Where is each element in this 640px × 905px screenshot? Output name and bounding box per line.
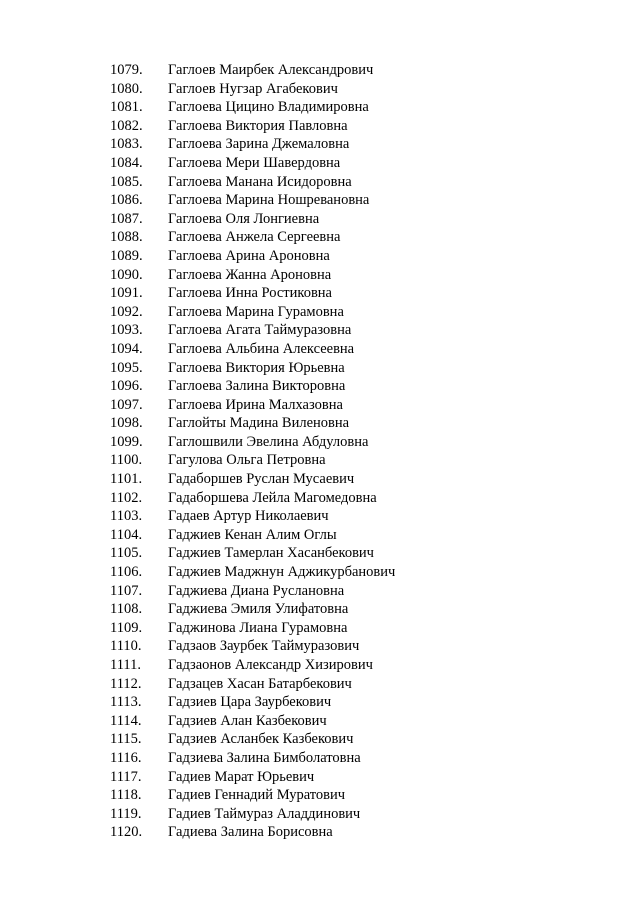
list-item xyxy=(0,284,640,303)
entry-number: 1094. xyxy=(110,340,143,357)
entry-name: Гаглоева Агата Таймуразовна xyxy=(168,322,352,339)
list-item xyxy=(0,61,640,80)
entry-name: Гаглоева Виктория Павловна xyxy=(168,117,348,134)
entry-name: Гадаев Артур Николаевич xyxy=(168,508,329,525)
entry-name: Гадаборшева Лейла Магомедовна xyxy=(168,489,377,506)
entry-number: 1108. xyxy=(110,601,143,618)
list-item xyxy=(0,303,640,322)
entry-number: 1080. xyxy=(110,80,143,97)
list-item xyxy=(0,266,640,285)
entry-number: 1107. xyxy=(110,582,143,599)
entry-name: Гадиев Таймураз Аладдинович xyxy=(168,805,361,822)
entry-number: 1098. xyxy=(110,415,143,432)
entry-number: 1083. xyxy=(110,136,143,153)
entry-number: 1096. xyxy=(110,378,143,395)
list-item xyxy=(0,582,640,601)
entry-name: Гаглоев Нугзар Агабекович xyxy=(168,80,338,97)
entry-name: Гаглоева Манана Исидоровна xyxy=(168,173,352,190)
list-item xyxy=(0,786,640,805)
entry-name: Гаджинова Лиана Гурамовна xyxy=(168,619,348,636)
name-list xyxy=(0,61,640,842)
entry-name: Гадзиев Алан Казбекович xyxy=(168,712,327,729)
entry-number: 1093. xyxy=(110,322,143,339)
entry-number: 1091. xyxy=(110,285,143,302)
entry-number: 1089. xyxy=(110,247,143,264)
entry-number: 1081. xyxy=(110,99,143,116)
entry-number: 1087. xyxy=(110,210,143,227)
entry-number: 1100. xyxy=(110,452,143,469)
list-item xyxy=(0,544,640,563)
entry-name: Гаглоева Арина Ароновна xyxy=(168,247,330,264)
list-item xyxy=(0,80,640,99)
list-item xyxy=(0,656,640,675)
entry-name: Гагулова Ольга Петровна xyxy=(168,452,326,469)
entry-number: 1085. xyxy=(110,173,143,190)
list-item xyxy=(0,191,640,210)
list-item xyxy=(0,247,640,266)
list-item xyxy=(0,619,640,638)
entry-name: Гаджиев Тамерлан Хасанбекович xyxy=(168,545,374,562)
list-item xyxy=(0,228,640,247)
entry-name: Гаджиев Маджнун Аджикурбанович xyxy=(168,564,396,581)
entry-name: Гаджиева Эмиля Улифатовна xyxy=(168,601,349,618)
entry-number: 1111. xyxy=(110,657,142,673)
entry-number: 1090. xyxy=(110,266,143,283)
list-item xyxy=(0,210,640,229)
entry-number: 1104. xyxy=(110,526,143,543)
entry-name: Гаглойты Мадина Виленовна xyxy=(168,415,350,432)
list-item xyxy=(0,823,640,842)
entry-name: Гадиева Залина Борисовна xyxy=(168,824,333,841)
entry-name: Гадзацев Хасан Батарбекович xyxy=(168,675,352,692)
entry-number: 1118. xyxy=(110,787,142,804)
entry-number: 1088. xyxy=(110,229,143,246)
entry-number: 1120. xyxy=(110,824,143,841)
entry-number: 1086. xyxy=(110,192,143,209)
entry-number: 1095. xyxy=(110,359,143,376)
entry-name: Гаглоева Жанна Ароновна xyxy=(168,266,332,283)
list-item xyxy=(0,675,640,694)
entry-number: 1097. xyxy=(110,396,143,413)
list-item xyxy=(0,451,640,470)
entry-number: 1106. xyxy=(110,564,143,581)
entry-number: 1099. xyxy=(110,433,143,450)
entry-name: Гаглоева Альбина Алексеевна xyxy=(168,340,355,357)
list-item xyxy=(0,489,640,508)
list-item xyxy=(0,730,640,749)
entry-name: Гаглоева Анжела Сергеевна xyxy=(168,229,341,246)
entry-name: Гадзаонов Александр Хизирович xyxy=(168,657,373,673)
entry-number: 1114. xyxy=(110,712,142,729)
entry-number: 1109. xyxy=(110,619,143,636)
list-item xyxy=(0,600,640,619)
list-item xyxy=(0,749,640,768)
entry-number: 1102. xyxy=(110,489,143,506)
list-item xyxy=(0,377,640,396)
entry-name: Гаглошвили Эвелина Абдуловна xyxy=(168,433,369,450)
entry-name: Гаглоева Цицино Владимировна xyxy=(168,99,369,116)
entry-number: 1084. xyxy=(110,154,143,171)
list-item xyxy=(0,396,640,415)
list-item xyxy=(0,98,640,117)
entry-name: Гаглоева Виктория Юрьевна xyxy=(168,359,345,376)
entry-number: 1119. xyxy=(110,805,142,822)
entry-name: Гадиев Марат Юрьевич xyxy=(168,768,315,785)
entry-number: 1105. xyxy=(110,545,143,562)
entry-number: 1112. xyxy=(110,675,142,692)
list-item xyxy=(0,135,640,154)
entry-name: Гаглоева Инна Ростиковна xyxy=(168,285,332,302)
list-item xyxy=(0,433,640,452)
list-item xyxy=(0,117,640,136)
list-item xyxy=(0,805,640,824)
entry-name: Гадзиев Цара Заурбекович xyxy=(168,694,332,711)
list-item xyxy=(0,340,640,359)
entry-name: Гаглоева Зарина Джемаловна xyxy=(168,136,350,153)
entry-name: Гаджиева Диана Руслановна xyxy=(168,582,345,599)
list-item xyxy=(0,470,640,489)
entry-number: 1110. xyxy=(110,638,142,655)
entry-name: Гаглоева Марина Гурамовна xyxy=(168,303,344,320)
list-item xyxy=(0,563,640,582)
entry-number: 1116. xyxy=(110,749,142,766)
list-item xyxy=(0,712,640,731)
entry-name: Гаглоева Марина Ношревановна xyxy=(168,192,370,209)
entry-number: 1101. xyxy=(110,471,143,488)
entry-number: 1092. xyxy=(110,303,143,320)
entry-name: Гадзиев Асланбек Казбекович xyxy=(168,731,354,748)
list-item xyxy=(0,693,640,712)
entry-name: Гаглоев Маирбек Александрович xyxy=(168,62,374,78)
list-item xyxy=(0,173,640,192)
entry-name: Гадиев Геннадий Муратович xyxy=(168,787,346,804)
list-item xyxy=(0,526,640,545)
list-item xyxy=(0,507,640,526)
entry-name: Гаглоева Мери Шавердовна xyxy=(168,154,341,171)
entry-number: 1113. xyxy=(110,694,142,711)
entry-name: Гадаборшев Руслан Мусаевич xyxy=(168,471,355,488)
entry-number: 1115. xyxy=(110,731,142,748)
entry-name: Гаглоева Оля Лонгиевна xyxy=(168,210,320,227)
entry-name: Гаджиев Кенан Алим Оглы xyxy=(168,526,337,543)
list-item xyxy=(0,321,640,340)
list-item xyxy=(0,637,640,656)
list-item xyxy=(0,154,640,173)
list-item xyxy=(0,768,640,787)
list-item xyxy=(0,414,640,433)
entry-name: Гаглоева Ирина Малхазовна xyxy=(168,396,343,413)
entry-number: 1103. xyxy=(110,508,143,525)
entry-name: Гаглоева Залина Викторовна xyxy=(168,378,346,395)
list-item xyxy=(0,359,640,378)
entry-name: Гадзаов Заурбек Таймуразович xyxy=(168,638,360,655)
entry-name: Гадзиева Залина Бимболатовна xyxy=(168,749,361,766)
entry-number: 1082. xyxy=(110,117,143,134)
entry-number: 1117. xyxy=(110,768,142,785)
entry-number: 1079. xyxy=(110,62,143,78)
